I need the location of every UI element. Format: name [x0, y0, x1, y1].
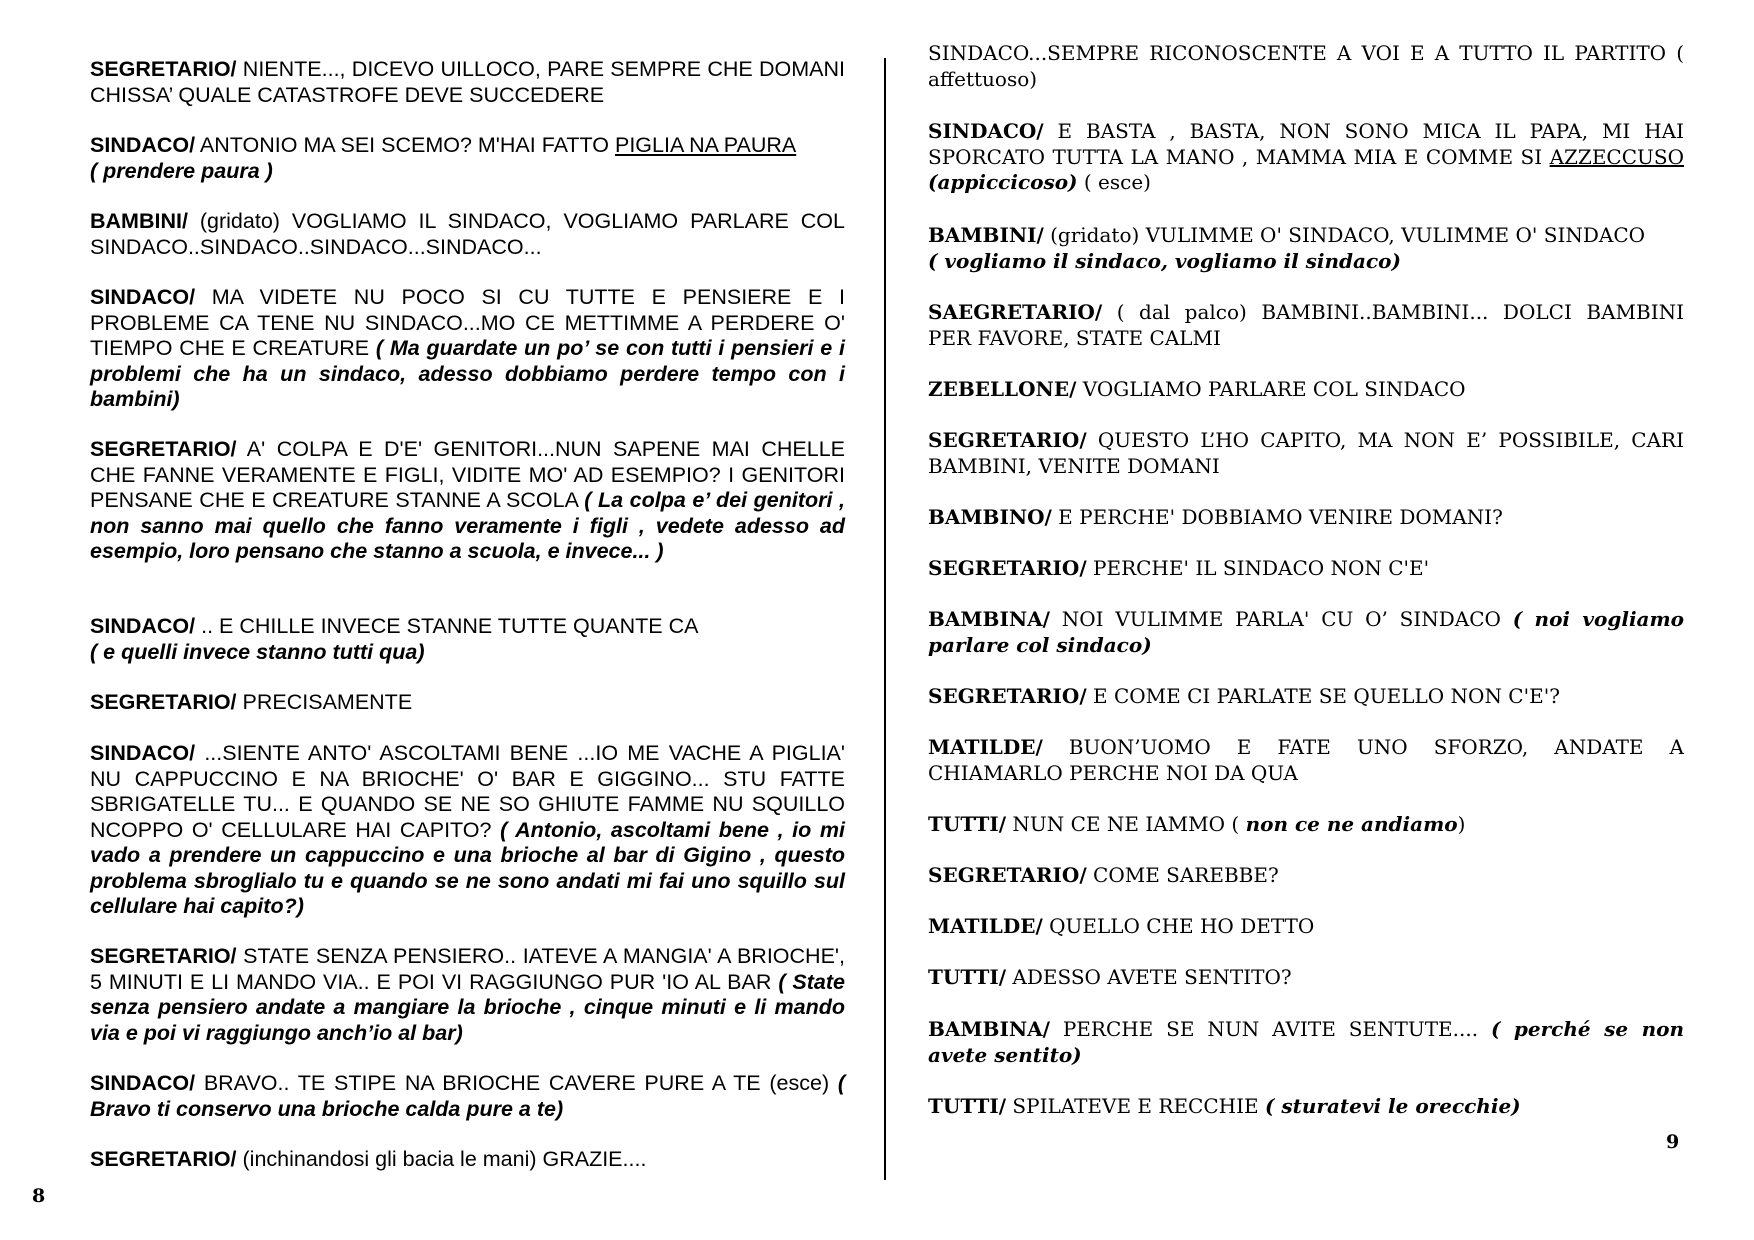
- dialogue: SPILATEVE E RECCHIE: [1006, 1094, 1265, 1118]
- script-line: [928, 812, 1684, 838]
- script-line: [928, 556, 1684, 582]
- speaker: SINDACO/: [90, 1071, 196, 1095]
- script-line: [928, 505, 1684, 531]
- speaker: TUTTI/: [928, 965, 1007, 989]
- translation: ( perché se non avete sentito): [928, 1017, 1684, 1067]
- script-line: [928, 1094, 1684, 1120]
- speaker: SEGRETARIO/: [90, 690, 237, 714]
- translation: ( sturatevi le orecchie): [1264, 1094, 1521, 1118]
- script-line: [928, 684, 1684, 710]
- script-line: [90, 133, 845, 184]
- speaker: SEGRETARIO/: [90, 944, 237, 968]
- stage-direction: ): [1457, 812, 1466, 836]
- page-number: 8: [32, 1185, 46, 1207]
- speaker: SAEGRETARIO/: [928, 300, 1103, 324]
- speaker: TUTTI/: [928, 1094, 1007, 1118]
- stage-direction: ( esce): [1077, 170, 1151, 194]
- speaker: BAMBINA/: [928, 607, 1050, 631]
- dialogue-underlined: AZZECCUSO: [1549, 144, 1684, 169]
- script-line: [928, 863, 1684, 889]
- speaker: SEGRETARIO/: [90, 437, 237, 461]
- dialogue: (gridato) VULIMME O' SINDACO, VULIMME O' SINDACO: [1043, 223, 1646, 247]
- script-line: [928, 377, 1684, 403]
- dialogue: ...SIENTE ANTO' ASCOLTAMI BENE ...IO ME VACHE A PIGLIA' NU CAPPUCCINO E NA BRIOCHE' O' BAR E GIGGINO... STU FATTE SBRIGATELLE TU... E QUANDO SE NE SO GHIUTE FAMME NU SQUILLO NCOPPO O' CELLULARE HAI CAPITO?: [90, 741, 845, 842]
- dialogue: .. E CHILLE INVECE STANNE TUTTE QUANTE CA: [195, 614, 699, 638]
- speaker: BAMBINO/: [928, 505, 1052, 529]
- speaker: BAMBINA/: [928, 1017, 1050, 1041]
- speaker: SEGRETARIO/: [90, 1147, 237, 1171]
- script-line: [928, 914, 1684, 940]
- dialogue: QUELLO CHE HO DETTO: [1042, 914, 1315, 938]
- speaker: SINDACO/: [90, 614, 196, 638]
- dialogue: E PERCHE' DOBBIAMO VENIRE DOMANI?: [1051, 505, 1503, 529]
- dialogue: QUESTO L’HO CAPITO, MA NON E’ POSSIBILE, CARI BAMBINI, VENITE DOMANI: [928, 428, 1684, 478]
- dialogue: STATE SENZA PENSIERO.. IATEVE A MANGIA' A BRIOCHE', 5 MINUTI E LI MANDO VIA.. E POI VI RAGGIUNGO PUR 'IO AL BAR: [90, 944, 845, 994]
- dialogue: ADESSO AVETE SENTITO?: [1006, 965, 1292, 989]
- dialogue: E COME CI PARLATE SE QUELLO NON C'E'?: [1086, 684, 1560, 708]
- translation: (appiccicoso): [928, 170, 1078, 194]
- translation: ( State senza pensiero andate a mangiare la brioche , cinque minuti e li mando via e poi vi raggiungo anch’io al bar): [90, 969, 845, 1045]
- speaker: BAMBINI/: [928, 223, 1044, 247]
- translation: ( noi vogliamo parlare col sindaco): [928, 607, 1684, 657]
- dialogue: ANTONIO MA SEI SCEMO? M'HAI FATTO: [195, 133, 615, 157]
- dialogue: ( dal palco) BAMBINI..BAMBINI... DOLCI BAMBINI PER FAVORE, STATE CALMI: [928, 300, 1684, 350]
- speaker: SEGRETARIO/: [90, 57, 237, 81]
- script-line: [928, 1017, 1684, 1068]
- dialogue: BRAVO.. TE STIPE NA BRIOCHE CAVERE PURE A TE (esce): [195, 1071, 838, 1095]
- script-line: [90, 1147, 845, 1173]
- dialogue: BUON’UOMO E FATE UNO SFORZO, ANDATE A CHIAMARLO PERCHE NOI DA QUA: [928, 735, 1684, 785]
- script-line: [90, 690, 845, 716]
- translation: ( Ma guardate un po’ se con tutti i pensieri e i problemi che ha un sindaco, adesso dobbiamo perdere tempo con i bambini): [90, 336, 845, 411]
- dialogue: (inchinandosi gli bacia le mani) GRAZIE....: [236, 1147, 647, 1171]
- dialogue: MA VIDETE NU POCO SI CU TUTTE E PENSIERE E I PROBLEME CA TENE NU SINDACO...MO CE METTIMME A PERDERE O' TIEMPO CHE E CREATURE: [90, 285, 845, 360]
- dialogue: PERCHE' IL SINDACO NON C'E': [1086, 556, 1430, 580]
- dialogue: E BASTA , BASTA, NON SONO MICA IL PAPA, MI HAI SPORCATO TUTTA LA MANO , MAMMA MIA E COMME SI: [928, 119, 1684, 169]
- dialogue: NOI VULIMME PARLA' CU O’ SINDACO: [1049, 607, 1513, 631]
- speaker: MATILDE/: [928, 914, 1043, 938]
- page-divider: [884, 58, 886, 1180]
- dialogue: PERCHE SE NUN AVITE SENTUTE....: [1049, 1017, 1491, 1041]
- script-line: [90, 285, 845, 413]
- translation: ( Bravo ti conservo una brioche calda pure a te): [90, 1071, 845, 1121]
- speaker: SINDACO/: [928, 119, 1044, 143]
- speaker: ZEBELLONE/: [928, 377, 1077, 401]
- speaker: SEGRETARIO/: [928, 684, 1087, 708]
- script-line: [90, 944, 845, 1046]
- translation: ( prendere paura ): [90, 158, 273, 183]
- speaker: SINDACO/: [90, 741, 196, 765]
- script-line: [928, 300, 1684, 351]
- script-line: [90, 1071, 845, 1122]
- script-line: [928, 735, 1684, 786]
- translation: ( vogliamo il sindaco, vogliamo il sindaco): [928, 248, 1401, 273]
- script-line: [928, 119, 1684, 196]
- script-line: [90, 209, 845, 260]
- script-line: [90, 741, 845, 920]
- translation: ( e quelli invece stanno tutti qua): [90, 639, 425, 664]
- speaker: SEGRETARIO/: [928, 428, 1087, 452]
- speaker: SEGRETARIO/: [928, 556, 1087, 580]
- script-line: [928, 965, 1684, 991]
- translation: ( La colpa e’ dei genitori , non sanno mai quello che fanno veramente i figli , vedete adesso ad esempio, loro pensano che stanno a scuola, e invece... ): [90, 488, 846, 563]
- script-line: [928, 223, 1684, 274]
- translation: non ce ne andiamo: [1245, 812, 1458, 836]
- page-number: 9: [1666, 1131, 1680, 1153]
- dialogue: NUN CE NE IAMMO (: [1006, 812, 1246, 836]
- dialogue-underlined: PIGLIA NA PAURA: [614, 133, 797, 157]
- speaker: SINDACO/: [90, 133, 196, 157]
- dialogue: COME SAREBBE?: [1086, 863, 1279, 887]
- script-line: [90, 57, 845, 108]
- dialogue: A' COLPA E D'E' GENITORI...NUN SAPENE MAI CHELLE CHE FANNE VERAMENTE E FIGLI, VIDITE MO' AD ESEMPIO? I GENITORI PENSANE CHE E CREATURE STANNE A SCOLA: [90, 437, 845, 512]
- script-line: [928, 428, 1684, 479]
- script-line: [90, 614, 845, 665]
- dialogue: VOGLIAMO PARLARE COL SINDACO: [1076, 377, 1466, 401]
- script-line: [928, 41, 1684, 92]
- speaker: SINDACO/: [90, 285, 196, 309]
- script-line: [928, 607, 1684, 658]
- dialogue: SINDACO...SEMPRE RICONOSCENTE A VOI E A TUTTO IL PARTITO ( affettuoso): [928, 41, 1684, 91]
- script-line: [90, 437, 845, 565]
- speaker: BAMBINI/: [90, 209, 188, 233]
- dialogue: PRECISAMENTE: [236, 690, 413, 714]
- speaker: SEGRETARIO/: [928, 863, 1087, 887]
- speaker: TUTTI/: [928, 812, 1007, 836]
- translation: ( Antonio, ascoltami bene , io mi vado a prendere un cappuccino e una brioche al bar di Gigino , questo problema sbroglialo tu e quando se ne sono andati mi fai uno squillo sul cellulare hai capito?): [90, 817, 846, 918]
- dialogue: NIENTE..., DICEVO UILLOCO, PARE SEMPRE CHE DOMANI CHISSA’ QUALE CATASTROFE DEVE SUCCEDERE: [90, 57, 845, 107]
- speaker: MATILDE/: [928, 735, 1043, 759]
- dialogue: (gridato) VOGLIAMO IL SINDACO, VOGLIAMO PARLARE COL SINDACO..SINDACO..SINDACO...SINDACO...: [90, 209, 845, 259]
